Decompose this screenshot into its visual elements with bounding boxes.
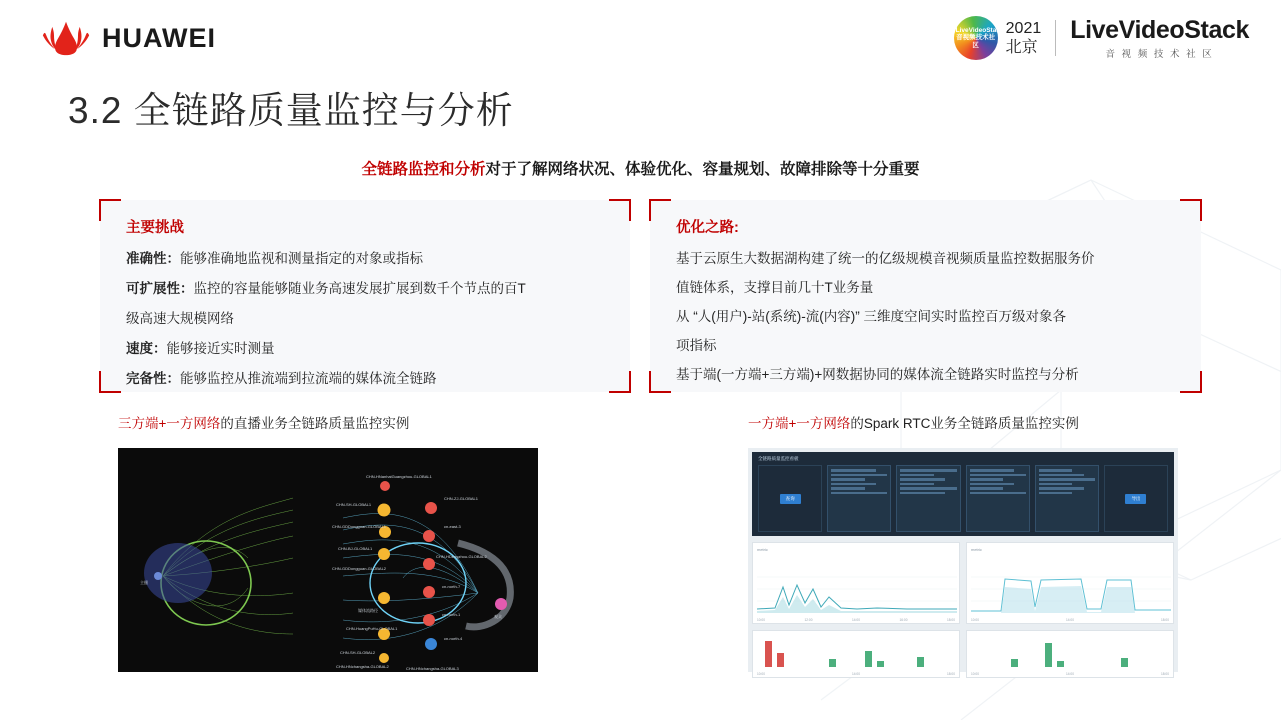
list-item-label: 可扩展性： <box>126 281 194 296</box>
figure-dashboard <box>748 448 1178 676</box>
svg-text:CHN-HNanhaiGuangzhou-GLOBAL1: CHN-HNanhaiGuangzhou-GLOBAL1 <box>366 474 432 479</box>
list-item-label: 速度： <box>126 341 167 356</box>
subtitle-highlight: 全链路监控和分析 <box>361 161 486 178</box>
svg-text:CHN-ZJ-GLOBAL1: CHN-ZJ-GLOBAL1 <box>444 496 479 501</box>
dashboard-chart-row-1 <box>752 542 1174 624</box>
caption-left-highlight: 三方端+一方网络 <box>118 416 221 431</box>
svg-text:媒体流路径: 媒体流路径 <box>358 608 378 613</box>
line-chart-panel: metric 10:00 14:00 18:00 <box>966 542 1174 624</box>
svg-text:CHN-SH-GLOBAL2: CHN-SH-GLOBAL2 <box>340 650 376 655</box>
panel-optimization-heading: 优化之路: <box>676 220 739 236</box>
dashboard-query-card <box>758 465 822 532</box>
corner-mark <box>649 371 671 393</box>
corner-mark <box>649 199 671 221</box>
list-item: 从 “人(用户)-站(系统)-流(内容)” 三维度空间实时监控百万级对象各 <box>676 309 1066 324</box>
svg-text:CHN-HDengzhou-GLOBAL2: CHN-HDengzhou-GLOBAL2 <box>436 554 487 559</box>
panel-challenges-heading: 主要挑战 <box>126 220 184 236</box>
slide-subtitle <box>0 157 1281 179</box>
header-divider <box>1055 20 1056 56</box>
dashboard-chart-row-2 <box>752 630 1174 678</box>
svg-text:CHN-HNchangsha-GLOBAL3: CHN-HNchangsha-GLOBAL3 <box>406 666 459 671</box>
svg-text:cn-north-7: cn-north-7 <box>442 584 461 589</box>
bar-chart-svg <box>971 637 1171 667</box>
chart-axis-labels: 10:00 14:00 18:00 <box>971 618 1169 622</box>
livevideostack-circle-icon <box>954 16 1004 60</box>
corner-mark <box>1180 199 1202 221</box>
caption-right-highlight: 一方端+一方网络 <box>748 416 851 431</box>
header-right-logos <box>954 16 1249 60</box>
list-item-text: 能够接近实时测量 <box>166 341 275 356</box>
event-date-location <box>1006 19 1042 57</box>
subtitle-rest: 对于了解网络状况、体验优化、容量规划、故障排除等十分重要 <box>485 161 920 178</box>
query-button[interactable]: 查询 <box>780 494 801 504</box>
event-badge <box>954 16 1042 60</box>
export-button[interactable]: 导出 <box>1125 494 1146 504</box>
list-item: 值链体系，支撑目前几十T业务量 <box>676 280 874 295</box>
chart-axis-labels: 10:00 14:00 18:00 <box>971 672 1169 676</box>
network-graph-svg <box>118 448 538 672</box>
partner-logo <box>1070 17 1249 60</box>
huawei-flower-icon <box>40 20 92 56</box>
huawei-logo <box>40 20 216 56</box>
svg-text:CHN-GDDongguan-GLOBAL2: CHN-GDDongguan-GLOBAL2 <box>332 566 387 571</box>
bar-chart-svg <box>757 637 957 667</box>
panel-challenges <box>100 200 630 392</box>
list-item-text: 监控的容量能够随业务高速发展扩展到数千个节点的百T <box>193 281 526 296</box>
dashboard-card <box>827 465 891 532</box>
list-item: 基于云原生大数据湖构建了统一的亿级规模音视频质量监控数据服务价 <box>676 251 1095 266</box>
list-item <box>126 304 612 334</box>
list-item <box>126 364 612 394</box>
partner-tagline: 音 视 频 技 术 社 区 <box>1105 48 1214 60</box>
huawei-wordmark: HUAWEI <box>102 22 216 53</box>
list-item: 项指标 <box>676 338 717 353</box>
list-item <box>126 244 612 274</box>
caption-right <box>748 412 1079 432</box>
chart-axis-labels: 10:00 12:00 14:00 16:00 18:00 <box>757 618 955 622</box>
partner-wordmark: LiveVideoStack <box>1070 15 1249 44</box>
panel-optimization <box>650 200 1201 392</box>
event-city: 北京 <box>1005 39 1038 56</box>
line-chart-svg <box>757 567 957 613</box>
svg-text:主播: 主播 <box>140 580 148 585</box>
dashboard-title: 全链路质量监控看板 <box>758 456 799 461</box>
svg-text:cn-north-1: cn-north-1 <box>442 612 461 617</box>
dashboard-card <box>1035 465 1099 532</box>
svg-text:CHN-HNchangsha-GLOBAL2: CHN-HNchangsha-GLOBAL2 <box>336 664 389 669</box>
list-item <box>126 334 612 364</box>
list-item-label: 准确性： <box>126 251 180 266</box>
svg-text:cn-north-4: cn-north-4 <box>444 636 463 641</box>
panel-optimization-body <box>676 244 1183 389</box>
corner-mark <box>609 199 631 221</box>
list-item: 基于端(一方端+三方端)+网数据协同的媒体流全链路实时监控与分析 <box>676 367 1079 382</box>
chart-axis-labels: 10:00 14:00 18:00 <box>757 672 955 676</box>
list-item-text: 级高速大规模网络 <box>126 311 234 326</box>
svg-text:观众: 观众 <box>494 614 502 619</box>
line-chart-panel: metric 10:00 12:00 14:00 16:00 18:00 <box>752 542 960 624</box>
svg-text:CHN-HuangPuHu-GLOBAL1: CHN-HuangPuHu-GLOBAL1 <box>346 626 398 631</box>
corner-mark <box>609 371 631 393</box>
svg-text:CHN-GDDongguan-GLOBAL1: CHN-GDDongguan-GLOBAL1 <box>332 524 387 529</box>
page-title: 3.2 全链路质量监控与分析 <box>68 90 514 131</box>
slide-header <box>0 0 1281 72</box>
panel-challenges-body <box>126 244 612 394</box>
dashboard-export-card <box>1104 465 1168 532</box>
svg-text:CHN-SH-GLOBAL1: CHN-SH-GLOBAL1 <box>336 502 372 507</box>
corner-mark <box>99 371 121 393</box>
list-item <box>126 274 612 304</box>
svg-text:CHN-BJ-GLOBAL1: CHN-BJ-GLOBAL1 <box>338 546 373 551</box>
dashboard-card-row <box>758 465 1168 532</box>
list-item-text: 能够监控从推流端到拉流端的媒体流全链路 <box>180 371 437 386</box>
caption-right-rest: 的Spark RTC业务全链路质量监控实例 <box>850 416 1079 431</box>
event-year: 2021 <box>1005 20 1042 37</box>
caption-left-rest: 的直播业务全链路质量监控实例 <box>220 416 410 431</box>
line-chart-svg <box>971 567 1171 613</box>
bar-chart-panel <box>966 630 1174 678</box>
event-badge-text: LiveVideoStack 音视频技术社区 <box>955 26 1004 49</box>
corner-mark <box>99 199 121 221</box>
bar-chart-panel <box>752 630 960 678</box>
list-item-text: 能够准确地监视和测量指定的对象或指标 <box>180 251 423 266</box>
svg-text:cn-east-3: cn-east-3 <box>444 524 461 529</box>
corner-mark <box>1180 371 1202 393</box>
dashboard-card <box>896 465 960 532</box>
dashboard-card <box>966 465 1030 532</box>
caption-left <box>118 412 409 432</box>
list-item-label: 完备性： <box>126 371 180 386</box>
figure-network-graph <box>118 448 538 672</box>
dashboard-filter-bar <box>752 452 1174 536</box>
